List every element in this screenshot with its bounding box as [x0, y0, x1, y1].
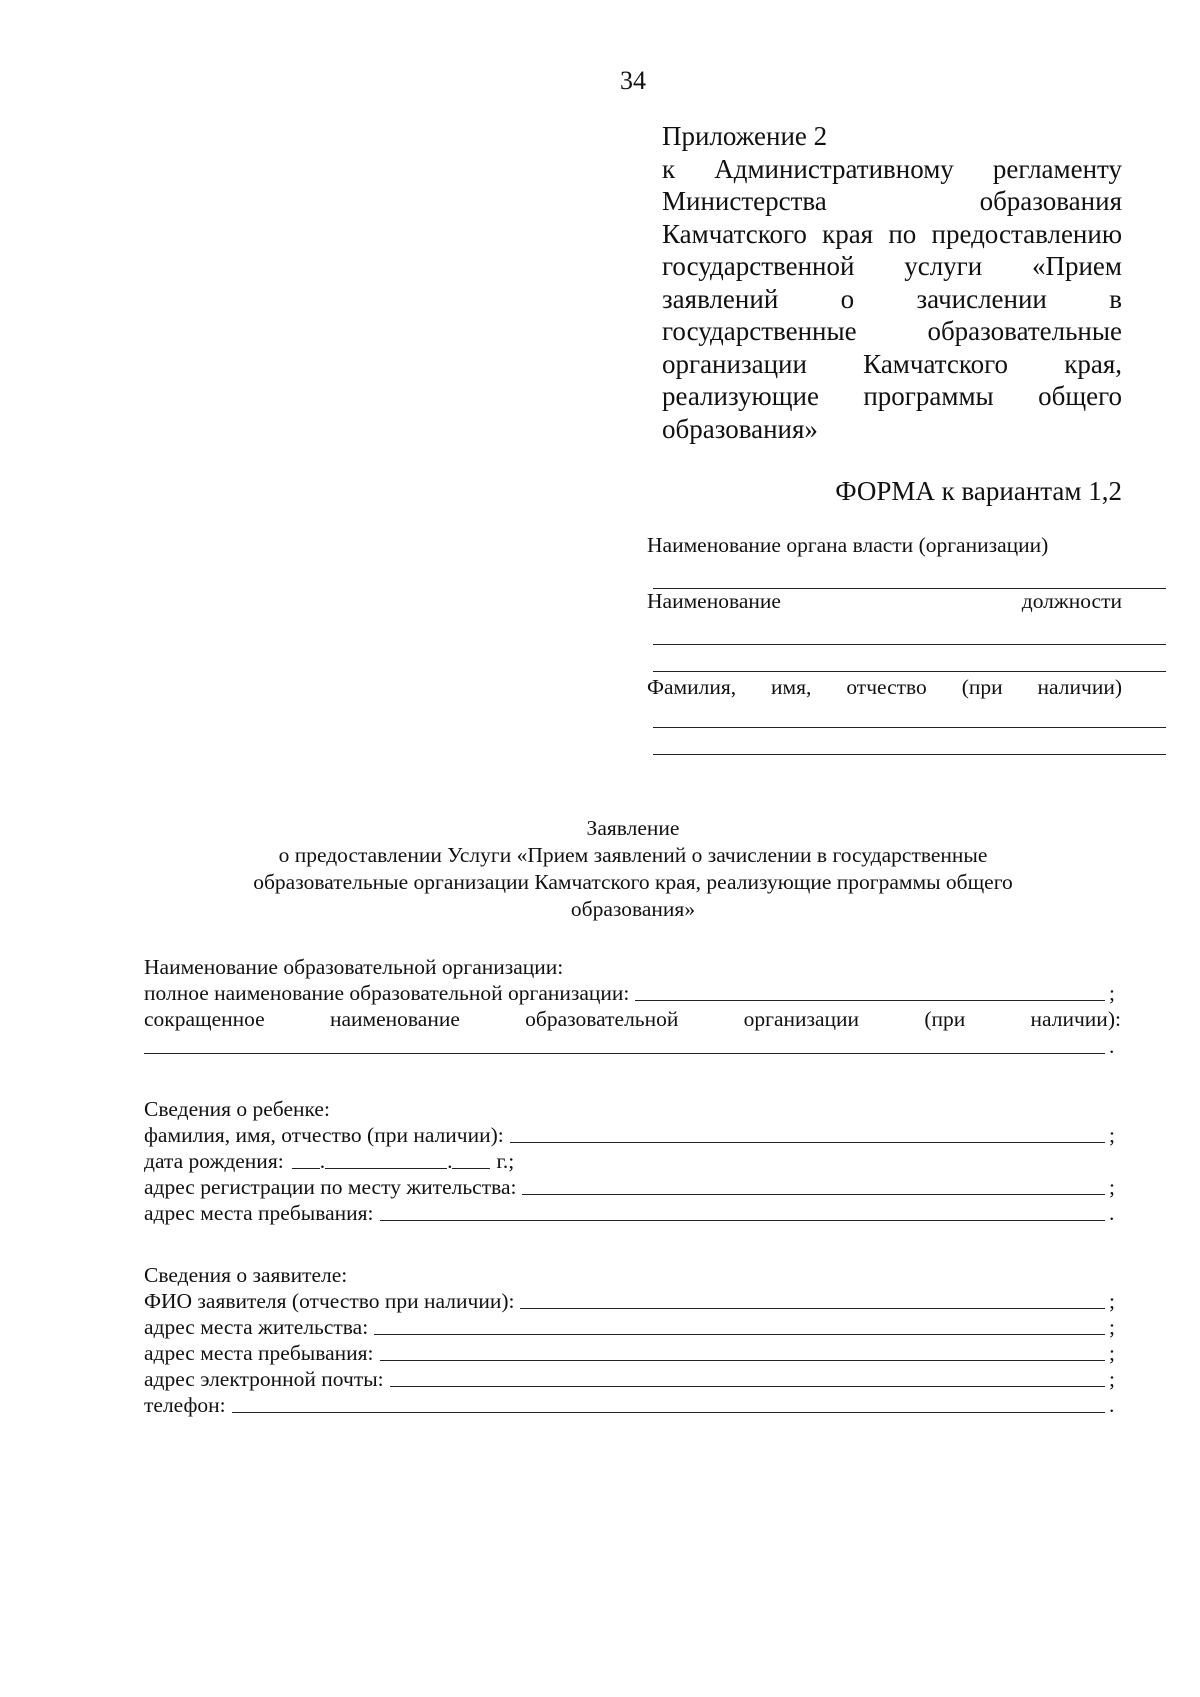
applicant-section-heading	[144, 1262, 1121, 1288]
birth-year-field[interactable]	[452, 1168, 490, 1169]
document-subtitle-line: о предоставлении Услуги «Прием заявлений о зачислении в государственные	[278, 843, 988, 867]
applicant-residence-label: адрес места жительства:	[144, 1315, 369, 1339]
child-reg-address-label: адрес регистрации по месту жительства:	[144, 1175, 517, 1199]
applicant-email-row	[144, 1366, 1121, 1392]
child-stay-address-row	[144, 1200, 1121, 1226]
document-subtitle-line: образовательные организации Камчатского края, реализующие программы общего	[253, 870, 1013, 894]
applicant-phone-field[interactable]	[232, 1412, 1105, 1413]
period: .	[1109, 1201, 1115, 1225]
position-label-left: Наименование	[647, 589, 781, 613]
appendix-line: образования»	[662, 413, 818, 444]
document-title: Заявление	[586, 816, 680, 840]
child-birth-date-row	[144, 1148, 1121, 1174]
applicant-stay-field[interactable]	[380, 1360, 1106, 1361]
applicant-fio-field[interactable]	[520, 1308, 1105, 1309]
child-fio-label: фамилия, имя, отчество (при наличии):	[144, 1123, 504, 1147]
period: .	[1109, 1393, 1115, 1417]
date-separator: .	[319, 1149, 326, 1173]
page-number: 34	[620, 66, 646, 95]
applicant-section-heading-text: Сведения о заявителе:	[144, 1263, 348, 1287]
appendix-line: заявлений о зачислении в	[662, 283, 1122, 314]
applicant-fio-row	[144, 1288, 1121, 1314]
semicolon: ;	[1109, 981, 1115, 1005]
appendix-line: государственной услуги «Прием	[662, 251, 1122, 281]
child-section-heading	[144, 1096, 1121, 1122]
child-birth-date-label: дата рождения:	[144, 1149, 284, 1173]
appendix-header	[662, 120, 1122, 445]
year-suffix: г.;	[496, 1149, 515, 1173]
applicant-email-label: адрес электронной почты:	[144, 1367, 384, 1391]
form-label: ФОРМА к вариантам 1,2	[835, 476, 1122, 506]
official-fio-field-2[interactable]	[653, 754, 1166, 755]
appendix-line: Приложение 2	[662, 121, 828, 151]
document-subtitle-line: образования»	[570, 897, 696, 921]
appendix-line: государственные образовательные	[662, 316, 1122, 346]
semicolon: ;	[1109, 1175, 1115, 1199]
applicant-phone-row	[144, 1392, 1121, 1418]
appendix-line: Камчатского края по предоставлению	[662, 218, 1122, 249]
applicant-email-field[interactable]	[390, 1386, 1105, 1387]
applicant-residence-field[interactable]	[374, 1334, 1105, 1335]
applicant-stay-row	[144, 1340, 1121, 1366]
appendix-line: к Административному регламенту	[662, 153, 1122, 184]
org-short-name-label	[144, 1006, 1121, 1032]
semicolon: ;	[1109, 1367, 1115, 1391]
org-full-name-row	[144, 980, 1121, 1006]
date-separator: .	[447, 1149, 453, 1173]
org-section-heading	[144, 954, 1121, 980]
birth-month-field[interactable]	[325, 1168, 447, 1169]
appendix-line: реализующие программы общего	[662, 381, 1122, 411]
period: .	[1109, 1034, 1115, 1058]
org-short-name-field[interactable]	[144, 1053, 1105, 1054]
position-field-2[interactable]	[653, 671, 1166, 672]
official-fio-field-1[interactable]	[653, 727, 1166, 728]
org-full-name-label: полное наименование образовательной организации:	[144, 981, 630, 1005]
short-name-word: образовательной	[525, 1007, 679, 1031]
position-label-right: должности	[1021, 589, 1122, 613]
fio-word: Фамилия,	[647, 675, 737, 699]
child-stay-address-label: адрес места пребывания:	[144, 1201, 374, 1225]
semicolon: ;	[1109, 1315, 1115, 1339]
org-full-name-field[interactable]	[635, 1000, 1105, 1001]
appendix-line: организации Камчатского края,	[662, 348, 1122, 379]
birth-day-field[interactable]	[292, 1168, 320, 1169]
fio-word: отчество	[846, 675, 927, 699]
short-name-word: (при	[924, 1007, 966, 1031]
child-stay-address-field[interactable]	[380, 1220, 1106, 1221]
semicolon: ;	[1109, 1123, 1115, 1147]
child-reg-address-row	[144, 1174, 1121, 1200]
semicolon: ;	[1109, 1289, 1115, 1313]
authority-name-label: Наименование органа власти (организации)	[647, 533, 1049, 557]
short-name-word: организации	[743, 1007, 860, 1031]
applicant-fio-label: ФИО заявителя (отчество при наличии):	[144, 1289, 515, 1313]
child-section-heading-text: Сведения о ребенке:	[144, 1097, 330, 1121]
official-fio-label	[647, 675, 1122, 700]
position-label	[647, 589, 1122, 614]
short-name-word: сокращенное	[144, 1007, 265, 1031]
child-fio-field[interactable]	[510, 1142, 1105, 1143]
appendix-line: Министерства образования	[662, 186, 1122, 216]
short-name-word: наименование	[329, 1007, 460, 1031]
fio-word: (при	[961, 675, 1003, 699]
short-name-word: наличии):	[1030, 1007, 1121, 1031]
org-section-heading-text: Наименование образовательной организации:	[144, 955, 564, 979]
fio-word: имя,	[771, 675, 812, 699]
fio-word: наличии)	[1037, 675, 1122, 699]
child-fio-row	[144, 1122, 1121, 1148]
position-field-1[interactable]	[653, 644, 1166, 645]
child-reg-address-field[interactable]	[522, 1194, 1105, 1195]
semicolon: ;	[1109, 1341, 1115, 1365]
applicant-residence-row	[144, 1314, 1121, 1340]
org-short-name-row	[144, 1033, 1121, 1059]
applicant-stay-label: адрес места пребывания:	[144, 1341, 374, 1365]
applicant-phone-label: телефон:	[144, 1393, 226, 1417]
